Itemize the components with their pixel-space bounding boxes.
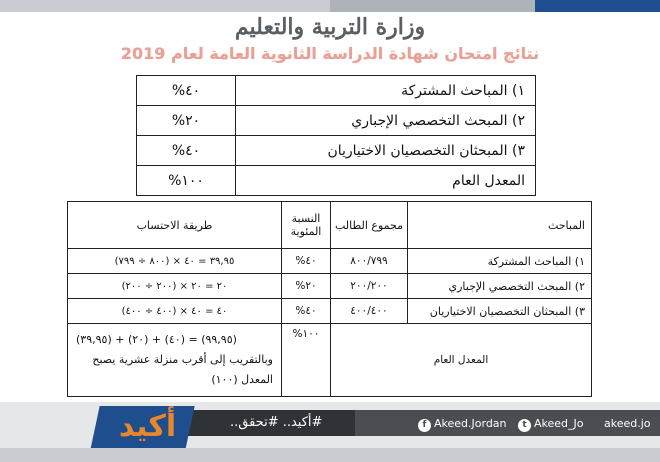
header-subjects: المباحث — [408, 202, 592, 249]
final-method — [68, 324, 282, 397]
summary-row — [137, 76, 536, 106]
row-ratio: ٤٠% — [282, 299, 331, 324]
twitter-link[interactable]: t Akeed_Jo — [518, 417, 584, 432]
final-label: المعدل العام — [331, 324, 592, 397]
row-ratio: ٤٠% — [282, 249, 331, 274]
row-total: ٤٠٠/٤٠٠ — [331, 299, 408, 324]
facebook-icon: f — [418, 419, 431, 432]
final-sum-line: (٣٩,٩٥) + (٢٠) + (٤٠) = (٩٩,٩٥) — [76, 333, 237, 346]
header-ratio: النسبة المئوية — [282, 202, 331, 249]
calculation-table — [67, 201, 592, 397]
table-row — [68, 274, 592, 299]
calculation-header-row — [68, 202, 592, 249]
table-row — [68, 249, 592, 274]
summary-row — [137, 136, 536, 166]
top-strip-accent — [535, 0, 660, 12]
header-method: طريقة الاحتساب — [68, 202, 282, 249]
row-method: ٢٠ = ٢٠ × (٢٠٠ ÷ ٢٠٠) — [68, 274, 282, 299]
weights-summary-table — [136, 75, 536, 196]
row-subject: ٣) المبحثان التخصصيان الاختياريان — [408, 299, 592, 324]
footer — [0, 402, 660, 462]
summary-subject: ٢) المبحث التخصصي الإجباري — [236, 106, 536, 136]
website-link[interactable]: akeed.jo — [604, 417, 651, 430]
summary-row — [137, 106, 536, 136]
summary-percent: ٤٠% — [137, 76, 236, 106]
final-result-line: المعدل (١٠٠) — [211, 373, 273, 386]
summary-percent: ٢٠% — [137, 106, 236, 136]
facebook-link[interactable]: f Akeed.Jordan — [418, 417, 507, 432]
summary-subject: ١) المباحث المشتركة — [236, 76, 536, 106]
akeed-logo: أكيد — [118, 409, 177, 444]
summary-row — [137, 166, 536, 196]
row-total: ٢٠٠/٢٠٠ — [331, 274, 408, 299]
summary-percent: ١٠٠% — [137, 166, 236, 196]
top-strip — [0, 0, 660, 12]
bottom-strip — [0, 448, 660, 462]
ministry-title: وزارة التربية والتعليم — [234, 14, 426, 40]
row-method: ٣٩,٩٥ = ٤٠ × (٨٠٠ ÷ ٧٩٩) — [68, 249, 282, 274]
row-ratio: ٢٠% — [282, 274, 331, 299]
exam-results-subtitle: نتائج امتحان شهادة الدراسة الثانوية العامة لعام 2019 — [120, 44, 540, 63]
twitter-icon: t — [518, 419, 531, 432]
summary-percent: ٤٠% — [137, 136, 236, 166]
final-ratio: ١٠٠% — [282, 324, 331, 397]
final-average-row — [68, 324, 592, 397]
row-subject: ٢) المبحث التخصصي الإجباري — [408, 274, 592, 299]
row-subject: ١) المباحث المشتركة — [408, 249, 592, 274]
top-strip-mid — [330, 0, 535, 12]
footer-tagline: #أكيد.. #تحقق.. — [230, 415, 323, 430]
final-rounding-line: وبالتقريب إلى أقرب منزلة عشرية يصبح — [92, 353, 273, 366]
summary-subject: المعدل العام — [236, 166, 536, 196]
row-method: ٤٠ = ٤٠ × (٤٠٠ ÷ ٤٠٠) — [68, 299, 282, 324]
header-total: مجموع الطالب — [331, 202, 408, 249]
summary-subject: ٣) المبحثان التخصصيان الاختياريان — [236, 136, 536, 166]
row-total: ٨٠٠/٧٩٩ — [331, 249, 408, 274]
table-row — [68, 299, 592, 324]
